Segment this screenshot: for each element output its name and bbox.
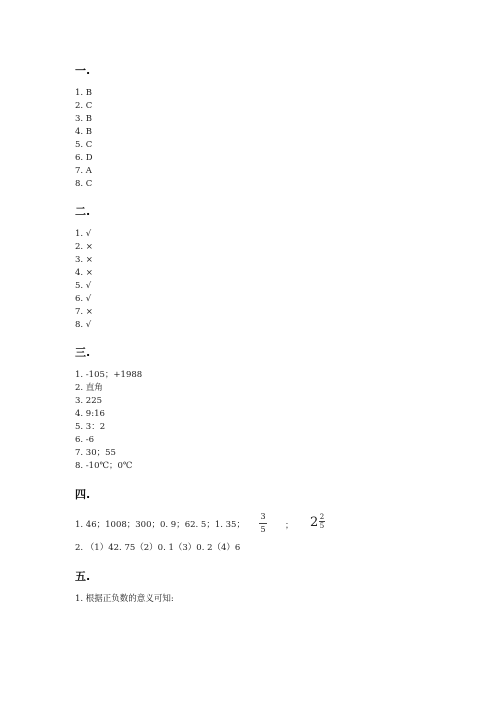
section-2-title: 二. — [75, 205, 91, 218]
section-3-item: 3. 225 — [75, 396, 103, 406]
section-2-item: 4. × — [75, 268, 93, 278]
section-3-item: 8. -10℃；0℃ — [75, 461, 133, 471]
section-2-item: 2. × — [75, 242, 93, 252]
section-3-item: 2. 直角 — [75, 383, 103, 393]
section-3-item: 6. -6 — [75, 435, 95, 445]
fraction-three-fifths — [259, 512, 267, 535]
section-1-item: 7. A — [75, 166, 92, 176]
section-3-item: 4. 9:16 — [75, 409, 105, 419]
mixed-number-two-and-two-fifths — [310, 513, 330, 537]
section-1-item: 8. C — [75, 179, 93, 189]
section-1-item: 3. B — [75, 114, 93, 124]
section-3-item: 7. 30；55 — [75, 448, 116, 458]
section-1-title: 一. — [75, 64, 91, 77]
section-1-item: 1. B — [75, 88, 93, 98]
section-2-item: 5. √ — [75, 281, 92, 291]
section-5-item-1: 1. 根据正负数的意义可知: — [75, 594, 174, 604]
section-2-item: 1. √ — [75, 229, 92, 239]
mixed-fraction — [319, 513, 325, 530]
section-3-title: 三. — [75, 346, 91, 359]
section-2-item: 3. × — [75, 255, 93, 265]
section-1-item: 4. B — [75, 127, 93, 137]
section-5-title: 五. — [75, 570, 91, 583]
section-2-item: 8. √ — [75, 320, 92, 330]
fraction-numerator: 3 — [260, 512, 266, 521]
mixed-denominator: 5 — [319, 522, 325, 530]
fraction-denominator: 5 — [260, 525, 266, 534]
section-4-item-1: 1. 46；1008；300；0. 9；62. 5；1. 35； — [75, 520, 245, 530]
section-4-item-2: 2. （1）42. 75（2）0. 1（3）0. 2（4）6 — [75, 543, 241, 553]
section-4-title: 四. — [75, 488, 91, 501]
fraction-bar — [259, 523, 267, 524]
section-1-item: 6. D — [75, 153, 93, 163]
section-3-item: 5. 3：2 — [75, 422, 106, 432]
section-2-item: 7. × — [75, 307, 93, 317]
section-1-item: 5. C — [75, 140, 93, 150]
answer-separator: ； — [285, 521, 294, 531]
mixed-whole: 2 — [310, 515, 319, 530]
section-1-item: 2. C — [75, 101, 93, 111]
section-2-item: 6. √ — [75, 294, 92, 304]
mixed-numerator: 2 — [319, 513, 325, 521]
section-3-item: 1. -105；+1988 — [75, 370, 143, 380]
